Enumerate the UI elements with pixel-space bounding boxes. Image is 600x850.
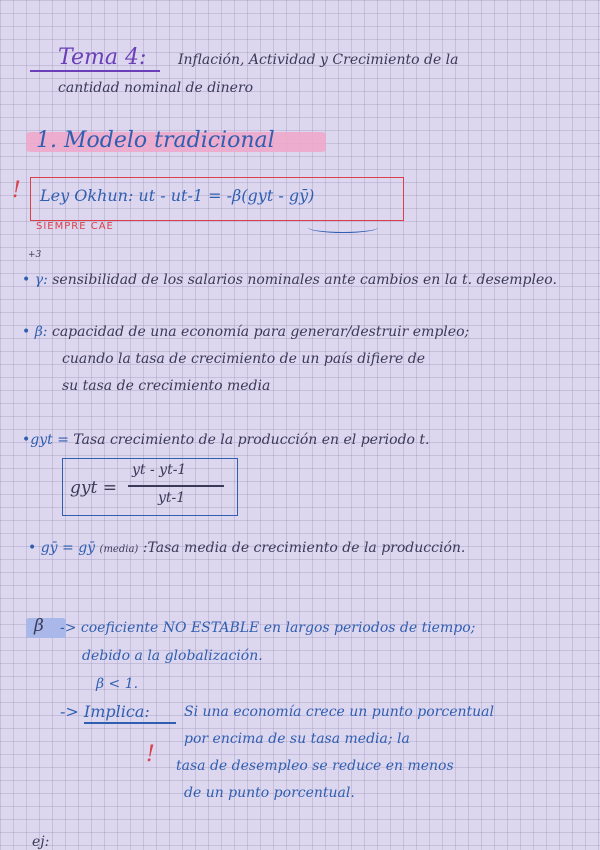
title-underline (30, 70, 160, 72)
mean-growth-definition (28, 540, 465, 556)
beta-symbol: • β: (22, 324, 48, 340)
gamma-symbol: • γ: (22, 272, 48, 288)
beta-note-line1: -> coeficiente NO ESTABLE en largos periodos de tiempo; (60, 620, 476, 636)
example-label: ej: (32, 834, 50, 850)
implica-line1: Si una economía crece un punto porcentual (184, 704, 494, 720)
gamma-definition: sensibilidad de los salarios nominales ante cambios en la t. desempleo. (52, 272, 557, 288)
implica-line4: de un punto porcentual. (184, 785, 355, 801)
bullet-gyt (22, 432, 429, 448)
okun-law-formula: Ley Okhun: ut - ut-1 = -β(gyt - gȳ) (40, 186, 315, 205)
bullet-beta (22, 324, 469, 340)
beta-note-line3: β < 1. (96, 676, 139, 692)
implica-label: -> Implica: (60, 702, 150, 721)
beta-definition-line2: cuando la tasa de crecimiento de un país difiere de (62, 351, 426, 367)
warning-mark: ! (12, 178, 21, 203)
topic-title: Tema 4: (58, 45, 147, 70)
warning-mark-2: ! (146, 742, 155, 767)
small-annotation: +3 (28, 250, 42, 260)
section-title: 1. Modelo tradicional (36, 128, 275, 153)
formula-denominator: yt-1 (158, 490, 186, 506)
mean-symbol: • gȳ = gȳ (28, 540, 96, 556)
implica-line3: tasa de desempleo se reduce en menos (176, 758, 454, 774)
mean-paren: (media) (99, 544, 139, 555)
fraction-bar (128, 485, 224, 487)
implica-line2: por encima de su tasa media; la (184, 731, 410, 747)
beta-note-line2: debido a la globalización. (82, 648, 263, 664)
okun-note: SIEMPRE CAE (36, 221, 114, 232)
gyt-definition: Tasa crecimiento de la producción en el periodo t. (73, 432, 430, 448)
beta-definition-line3: su tasa de crecimiento media (62, 378, 271, 394)
gyt-symbol: •gyt = (22, 432, 69, 448)
curve-underline (308, 222, 378, 233)
implica-underline (84, 722, 176, 724)
beta-definition-line1: capacidad de una economía para generar/destruir empleo; (51, 324, 470, 340)
mean-text: :Tasa media de crecimiento de la producción. (142, 540, 466, 556)
formula-lhs: gyt = (70, 478, 117, 498)
bullet-gamma (22, 272, 557, 288)
beta-label: β (34, 616, 44, 636)
topic-subtitle-line2: cantidad nominal de dinero (58, 80, 254, 96)
formula-numerator: yt - yt-1 (132, 462, 187, 478)
topic-subtitle-line1: Inflación, Actividad y Crecimiento de la (178, 52, 459, 68)
